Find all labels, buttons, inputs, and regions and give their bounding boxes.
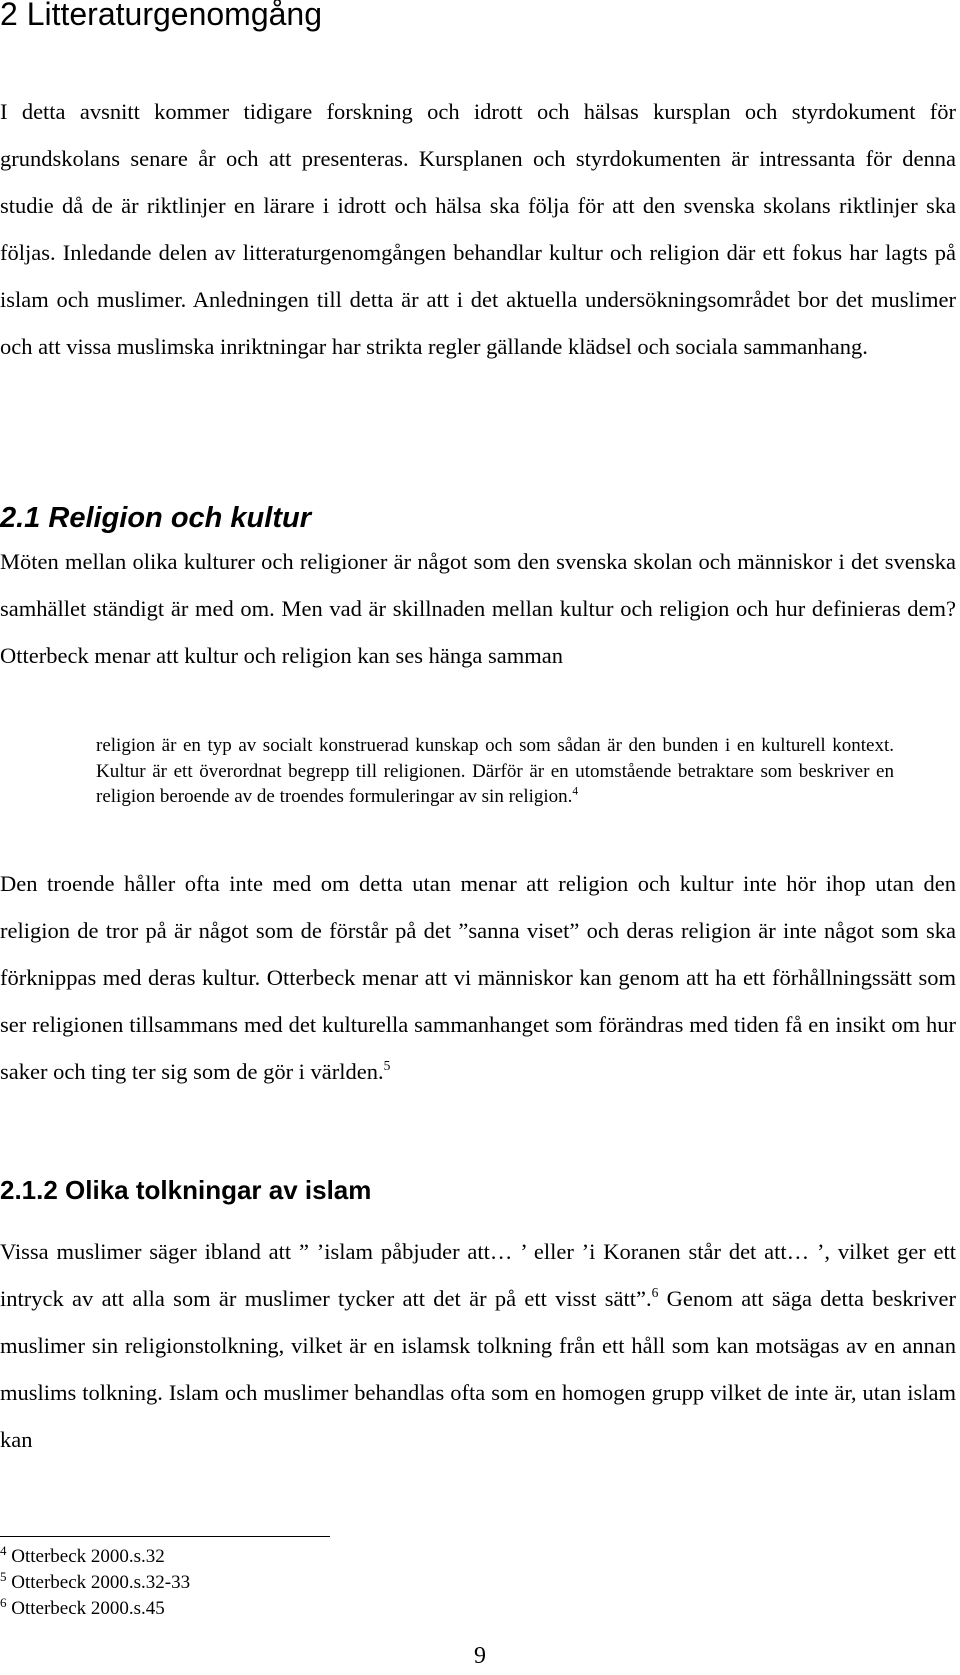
footnote-number: 6 <box>0 1595 7 1610</box>
footnote-item <box>0 1596 190 1622</box>
footnote-ref-6: 6 <box>651 1285 659 1301</box>
footnote-number: 5 <box>0 1569 7 1584</box>
believer-paragraph <box>0 860 956 1095</box>
footnote-list <box>0 1544 190 1622</box>
chapter-heading: 2 Litteraturgenomgång <box>0 0 322 32</box>
footnote-separator <box>0 1536 330 1537</box>
block-quote <box>96 733 894 810</box>
islam-paragraph-rest: Genom att säga detta beskriver muslimer sin religionstolkning, vilket är en islamsk tolkning från ett håll som kan motsägas av en annan muslims tolkning. Islam och muslimer behandlas ofta som en homogen grupp vilket de inte är, utan islam kan <box>0 1286 956 1452</box>
footnote-text: Otterbeck 2000.s.32 <box>11 1546 165 1567</box>
page-number: 9 <box>474 1643 486 1669</box>
intro-paragraph: I detta avsnitt kommer tidigare forskning och idrott och hälsas kursplan och styrdokument för grundskolans senare år och att presenteras. Kursplanen och styrdokumenten är intressanta för denna studie då de är riktlinjer en lärare i idrott och hälsa ska följa för att den svenska skolans riktlinjer ska följas. Inledande delen av litteraturgenomgången behandlar kultur och religion där ett fokus har lagts på islam och muslimer. Anledningen till detta är att i det aktuella undersökningsområdet bor det muslimer och att vissa muslimska inriktningar har strikta regler gällande klädsel och sociala sammanhang. <box>0 99 956 359</box>
section-heading-religion-och-kultur: 2.1 Religion och kultur <box>0 502 311 534</box>
section-heading-tolkningar-av-islam: 2.1.2 Olika tolkningar av islam <box>0 1175 372 1205</box>
islam-paragraph-start: Vissa muslimer säger ibland att ” ’islam påbjuder att… ’ eller ’i Koranen står det att… ’, vilket ger ett intryck av att alla som är muslimer tycker att det är på ett visst sätt”. <box>0 1239 956 1311</box>
footnote-item <box>0 1570 190 1596</box>
islam-interpretations-paragraph <box>0 1228 956 1463</box>
believer-paragraph-text: Den troende håller ofta inte med om detta utan menar att religion och kultur inte hör ihop utan den religion de tror på är något som de förstår på det ”sanna viset” och deras religion är inte något som ska förknippas med deras kultur. Otterbeck menar att vi människor kan genom att ha ett förhållningssätt som ser religionen tillsammans med det kulturella sammanhanget som förändras med tiden få en insikt om hur saker och ting ter sig som de gör i världen. <box>0 871 956 1084</box>
block-quote-text: religion är en typ av socialt konstruerad kunskap och som sådan är den bunden i en kulturell kontext. Kultur är ett överordnat begrepp till religionen. Därför är en utomstående betraktare som beskriver en religion beroende av de troendes formuleringar av sin religion. <box>96 735 894 807</box>
footnote-item <box>0 1544 190 1570</box>
footnote-number: 4 <box>0 1543 7 1558</box>
footnote-text: Otterbeck 2000.s.45 <box>11 1598 165 1619</box>
footnote-ref-5: 5 <box>383 1058 391 1074</box>
religion-kultur-paragraph: Möten mellan olika kulturer och religioner är något som den svenska skolan och människor i det svenska samhället ständigt är med om. Men vad är skillnaden mellan kultur och religion och hur definieras dem? Otterbeck menar att kultur och religion kan ses hänga samman <box>0 549 956 668</box>
footnote-ref-4: 4 <box>572 785 579 798</box>
footnote-text: Otterbeck 2000.s.32-33 <box>11 1572 191 1593</box>
